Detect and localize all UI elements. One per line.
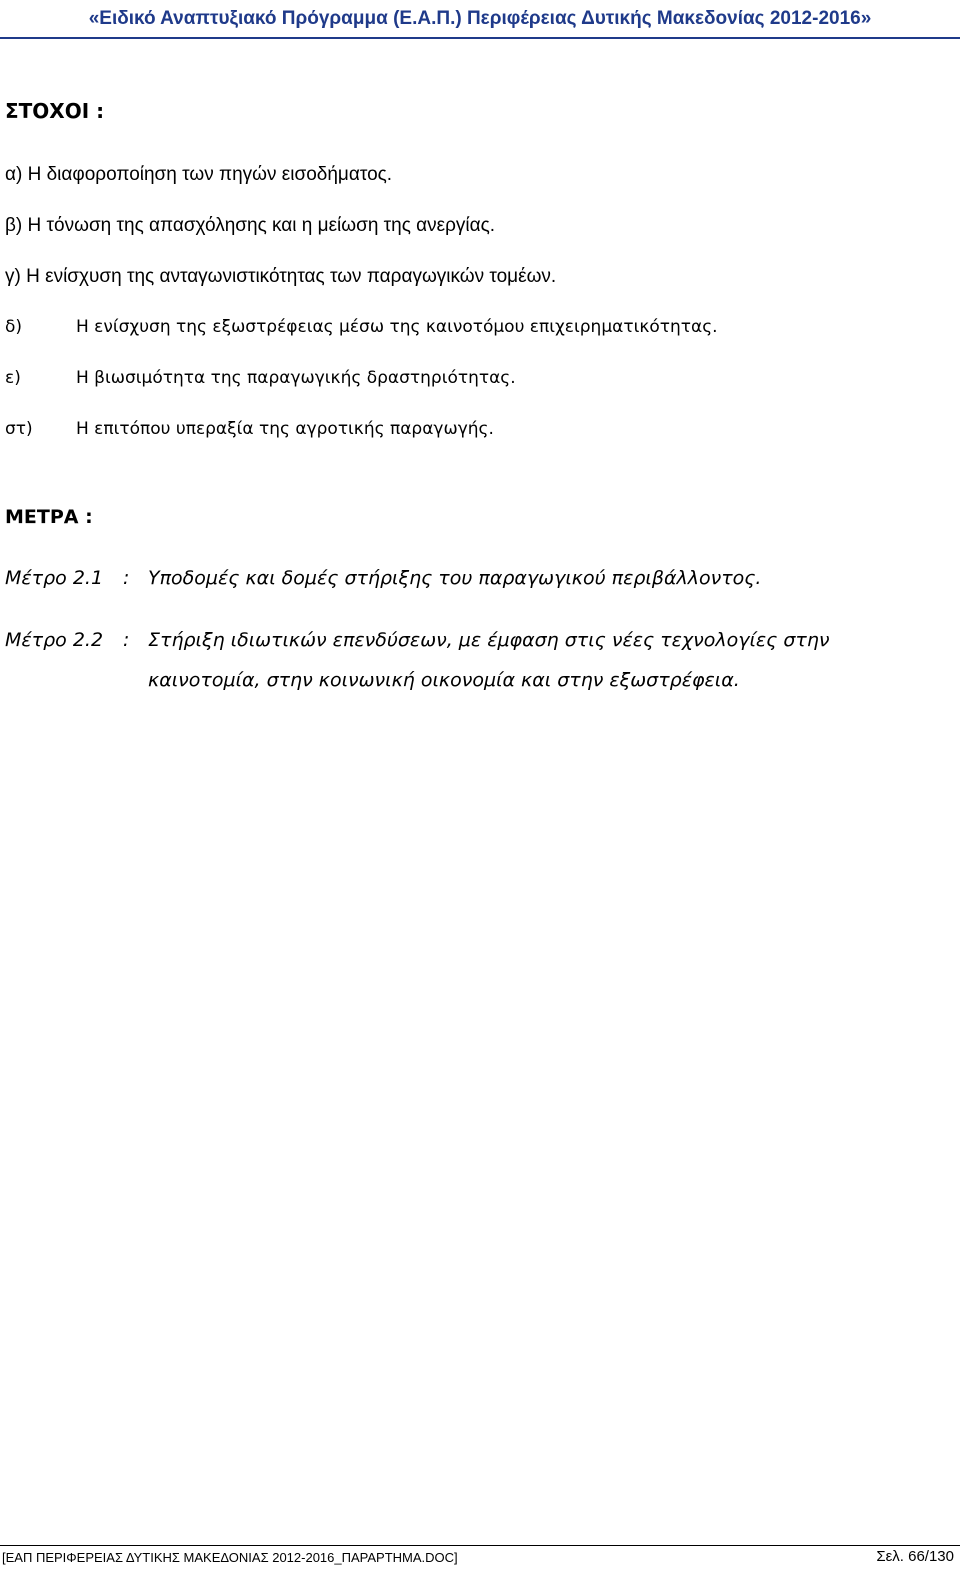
goal-item-c: γ) Η ενίσχυση της ανταγωνιστικότητας των παραγωγικών τομέων. <box>5 266 557 287</box>
measure-text: Υποδομές και δομές στήριξης του παραγωγικού περιβάλλοντος. <box>148 567 762 589</box>
goal-marker: ε) <box>5 368 21 388</box>
footer-divider <box>0 1545 960 1546</box>
goal-text: Η βιωσιμότητα της παραγωγικής δραστηριότητας. <box>76 368 516 388</box>
footer-document-label: [ΕΑΠ ΠΕΡΙΦΕΡΕΙΑΣ ΔΥΤΙΚΗΣ ΜΑΚΕΔΟΝΙΑΣ 2012-2016_ΠΑΡΑΡΤΗΜΑ.DOC] <box>2 1550 458 1565</box>
measures-heading: ΜΕΤΡΑ : <box>5 506 93 528</box>
header-divider <box>0 37 960 39</box>
measure-text: Στήριξη ιδιωτικών επενδύσεων, με έμφαση στις νέες τεχνολογίες στην καινοτομία, στην κοινωνική οικονομία και στην εξωστρέφεια. <box>148 629 830 691</box>
measure-label: Μέτρο 2.1 <box>5 567 104 589</box>
goal-marker: στ) <box>5 419 33 439</box>
goal-text: Η επιτόπου υπεραξία της αγροτικής παραγωγής. <box>76 419 494 439</box>
measure-colon: : <box>123 629 130 651</box>
goal-item-a: α) Η διαφοροποίηση των πηγών εισοδήματος. <box>5 164 393 185</box>
goals-heading: ΣΤΟΧΟΙ : <box>5 99 105 123</box>
document-header-title: «Ειδικό Αναπτυξιακό Πρόγραμμα (Ε.Α.Π.) Περιφέρειας Δυτικής Μακεδονίας 2012-2016» <box>88 8 872 29</box>
goal-text: Η ενίσχυση της εξωστρέφειας μέσω της καινοτόμου επιχειρηματικότητας. <box>76 317 718 337</box>
goal-marker: δ) <box>5 317 23 337</box>
footer-page-number: Σελ. 66/130 <box>876 1548 954 1565</box>
measure-colon: : <box>123 567 130 589</box>
measure-label: Μέτρο 2.2 <box>5 629 104 651</box>
goal-item-b: β) Η τόνωση της απασχόλησης και η μείωση της ανεργίας. <box>5 215 496 236</box>
